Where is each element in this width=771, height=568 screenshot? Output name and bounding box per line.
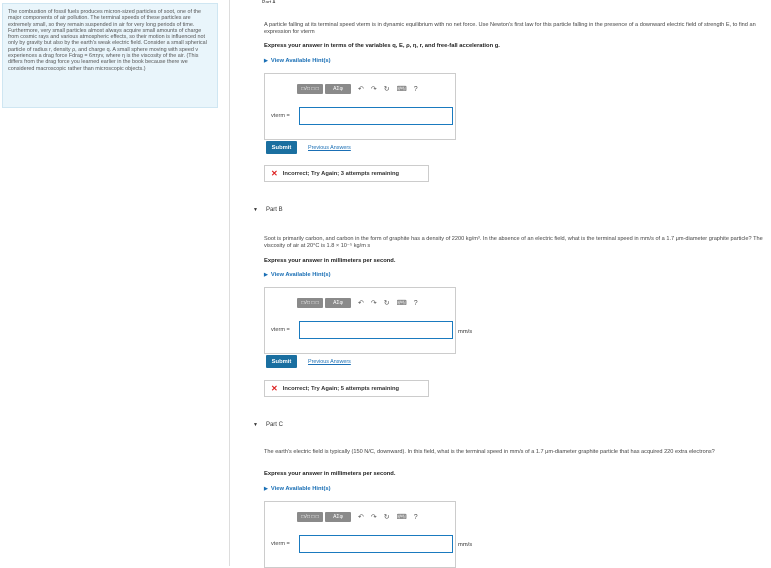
part-b-previous-answers-link[interactable]: Previous Answers [308, 359, 351, 365]
answer-label: vterm = [271, 113, 290, 119]
expand-triangle-icon: ▶ [264, 486, 268, 492]
keyboard-icon[interactable]: ⌨ [396, 86, 407, 93]
intro-panel [2, 3, 218, 108]
answer-input[interactable] [299, 321, 453, 339]
undo-icon[interactable]: ↶ [358, 300, 364, 307]
help-icon[interactable]: ? [413, 513, 418, 521]
help-icon[interactable]: ? [413, 299, 418, 307]
part-b-problem: Soot is primarily carbon, and carbon in the form of graphite has a density of 2200 kg/m³. In the absence of an electric field, what is the terminal speed in mm/s of a 1.7 μm-diameter graphite particle? The viscosity of air at 20°C is 1.8 × 10⁻⁵ kg/m s [264, 236, 763, 249]
collapse-triangle-icon: ▼ [253, 422, 258, 428]
part-a-problem: A particle falling at its terminal speed vterm is in dynamic equilibrium with no net force. Use Newton's first law for this particle falling in the presence of a downward electric field of strength E, to find an expression for vterm [264, 22, 756, 35]
redo-icon[interactable]: ↷ [370, 514, 377, 521]
hint-label: View Available Hint(s) [270, 272, 331, 278]
redo-icon[interactable]: ↷ [370, 86, 377, 93]
answer-label: vterm = [271, 541, 290, 547]
reset-icon[interactable]: ↻ [383, 86, 390, 93]
incorrect-x-icon: ✕ [271, 169, 278, 178]
templates-button[interactable]: □√□ □ □ [297, 512, 323, 522]
answer-input[interactable] [299, 107, 453, 125]
answer-row [271, 535, 453, 553]
collapse-triangle-icon: ▼ [253, 207, 258, 213]
part-c-title: Part C [265, 422, 283, 428]
math-toolbar [297, 298, 418, 308]
expand-triangle-icon: ▶ [264, 58, 268, 64]
templates-button[interactable]: □√□ □ □ [297, 84, 323, 94]
part-c-express: Express your answer in millimeters per second. [264, 471, 396, 477]
templates-button[interactable]: □√□ □ □ [297, 298, 323, 308]
answer-row [271, 107, 453, 125]
part-a-hint-link[interactable] [264, 58, 331, 64]
part-b-header[interactable] [253, 207, 283, 213]
part-b-unit: mm/s [458, 329, 473, 335]
part-a-title: Part A [262, 0, 276, 3]
part-c-unit: mm/s [458, 542, 473, 548]
reset-icon[interactable]: ↻ [383, 514, 390, 521]
part-c-hint-link[interactable] [264, 486, 331, 492]
symbols-button[interactable]: ΑΣφ [325, 298, 351, 308]
keyboard-icon[interactable]: ⌨ [396, 300, 407, 307]
keyboard-icon[interactable]: ⌨ [396, 514, 407, 521]
hint-label: View Available Hint(s) [270, 486, 331, 492]
part-c-header[interactable] [253, 422, 283, 428]
undo-icon[interactable]: ↶ [358, 86, 364, 93]
part-b-submit-button[interactable]: Submit [266, 355, 297, 368]
column-divider [229, 0, 230, 566]
math-toolbar [297, 84, 418, 94]
expand-triangle-icon: ▶ [264, 272, 268, 278]
redo-icon[interactable]: ↷ [370, 300, 377, 307]
symbols-button[interactable]: ΑΣφ [325, 84, 351, 94]
symbols-button[interactable]: ΑΣφ [325, 512, 351, 522]
part-b-hint-link[interactable] [264, 272, 331, 278]
reset-icon[interactable]: ↻ [383, 300, 390, 307]
part-a-feedback [264, 165, 429, 182]
intro-text: The combustion of fossil fuels produces micron-sized particles of soot, one of the major components of air pollution. The terminal speeds of these particles are extremely small, so they remain suspended in air for very long periods of time. Furthermore, very small particles almost always acquire small amounts of charge from cosmic rays and various atmospheric effects, so their motion is influenced not only by gravity but also by the earth's weak electric field. Consider a small spherical particle of radius r, density ρ, and charge q. A small sphere moving with speed v experiences a drag force Fdrag = 6πηrv, where η is the viscosity of the air. (This differs from the drag force you learned earlier in the book because there we considered macroscopic rather than microscopic objects.) [8, 9, 207, 72]
part-b-title: Part B [265, 207, 283, 213]
part-a-submit-button[interactable]: Submit [266, 141, 297, 154]
part-b-express: Express your answer in millimeters per second. [264, 258, 396, 264]
part-c-answer-box [264, 501, 456, 568]
part-a-express: Express your answer in terms of the variables q, E, ρ, η, r, and free-fall acceleration g. [264, 43, 500, 49]
part-b-feedback [264, 380, 429, 397]
undo-icon[interactable]: ↶ [358, 514, 364, 521]
part-c-problem: The earth's electric field is typically (150 N/C, downward). In this field, what is the terminal speed in mm/s of a 1.7 μm-diameter graphite particle that has acquired 220 extra electrons? [264, 449, 715, 455]
feedback-text: Incorrect; Try Again; 5 attempts remaining [282, 385, 400, 392]
answer-input[interactable] [299, 535, 453, 553]
answer-label: vterm = [271, 327, 290, 333]
hint-label: View Available Hint(s) [270, 58, 331, 64]
part-a-answer-box [264, 73, 456, 140]
help-icon[interactable]: ? [413, 85, 418, 93]
part-b-answer-box [264, 287, 456, 354]
math-toolbar [297, 512, 418, 522]
incorrect-x-icon: ✕ [271, 384, 278, 393]
part-a-previous-answers-link[interactable]: Previous Answers [308, 145, 351, 151]
answer-row [271, 321, 453, 339]
feedback-text: Incorrect; Try Again; 3 attempts remaining [282, 170, 400, 177]
